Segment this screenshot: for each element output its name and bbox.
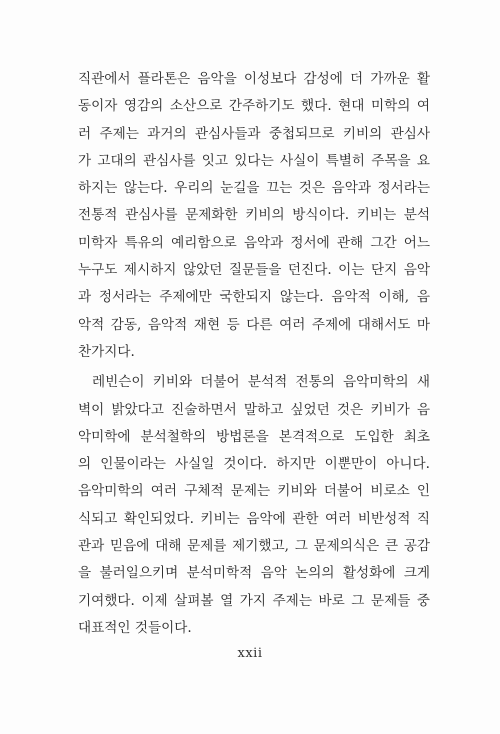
text-line: 을 불러일으키며 분석미학적 음악 논의의 활성화에 크게	[78, 565, 430, 582]
text-line: 악미학에 분석철학의 방법론을 본격적으로 도입한 최초	[78, 428, 430, 445]
page-number: xxii	[237, 646, 263, 661]
text-line: 직관에서 플라톤은 음악을 이성보다 감성에 더 가까운 활	[78, 71, 430, 87]
text-line: 누구도 제시하지 않았던 질문들을 던진다. 이는 단지 음악	[78, 262, 430, 279]
text-line: 악적 감동, 음악적 재현 등 다른 여러 주제에 대해서도 마	[78, 316, 430, 333]
text-line: 벽이 밝았다고 진술하면서 말하고 싶었던 것은 키비가 음	[78, 401, 430, 418]
text-line: 의 인물이라는 사실일 것이다. 하지만 이뿐만이 아니다.	[78, 456, 430, 473]
paragraph-2	[78, 369, 430, 642]
body-text	[78, 66, 430, 642]
text-line: 하지는 않는다. 우리의 눈길을 끄는 것은 음악과 정서라는	[78, 180, 430, 197]
text-line: 가 고대의 관심사를 잇고 있다는 사실이 특별히 주목을 요	[78, 152, 430, 169]
text-line: 찬가지다.	[78, 343, 135, 360]
text-line: 러 주제는 과거의 관심사들과 중첩되므로 키비의 관심사	[78, 125, 430, 142]
text-line: 식되고 확인되었다. 키비는 음악에 관한 여러 비반성적 직	[78, 510, 430, 527]
text-line: 미학자 특유의 예리함으로 음악과 정서에 관해 그간 어느	[78, 234, 430, 251]
text-line: 동이자 영감의 소산으로 간주하기도 했다. 현대 미학의 여	[78, 98, 430, 115]
text-line: 전통적 관심사를 문제화한 키비의 방식이다. 키비는 분석	[78, 207, 430, 224]
text-line: 음악미학의 여러 구체적 문제는 키비와 더불어 비로소 인	[78, 483, 430, 500]
text-line: 관과 믿음에 대해 문제를 제기했고, 그 문제의식은 큰 공감	[78, 538, 430, 555]
text-line: 대표적인 것들이다.	[78, 619, 192, 636]
text-line: 과 정서라는 주제에만 국한되지 않는다. 음악적 이해, 음	[78, 289, 430, 306]
paragraph-1	[78, 66, 430, 366]
text-line: 레빈슨이 키비와 더불어 분석적 전통의 음악미학의 새	[92, 374, 430, 391]
text-line: 기여했다. 이제 살펴볼 열 가지 주제는 바로 그 문제들 중	[78, 592, 430, 609]
